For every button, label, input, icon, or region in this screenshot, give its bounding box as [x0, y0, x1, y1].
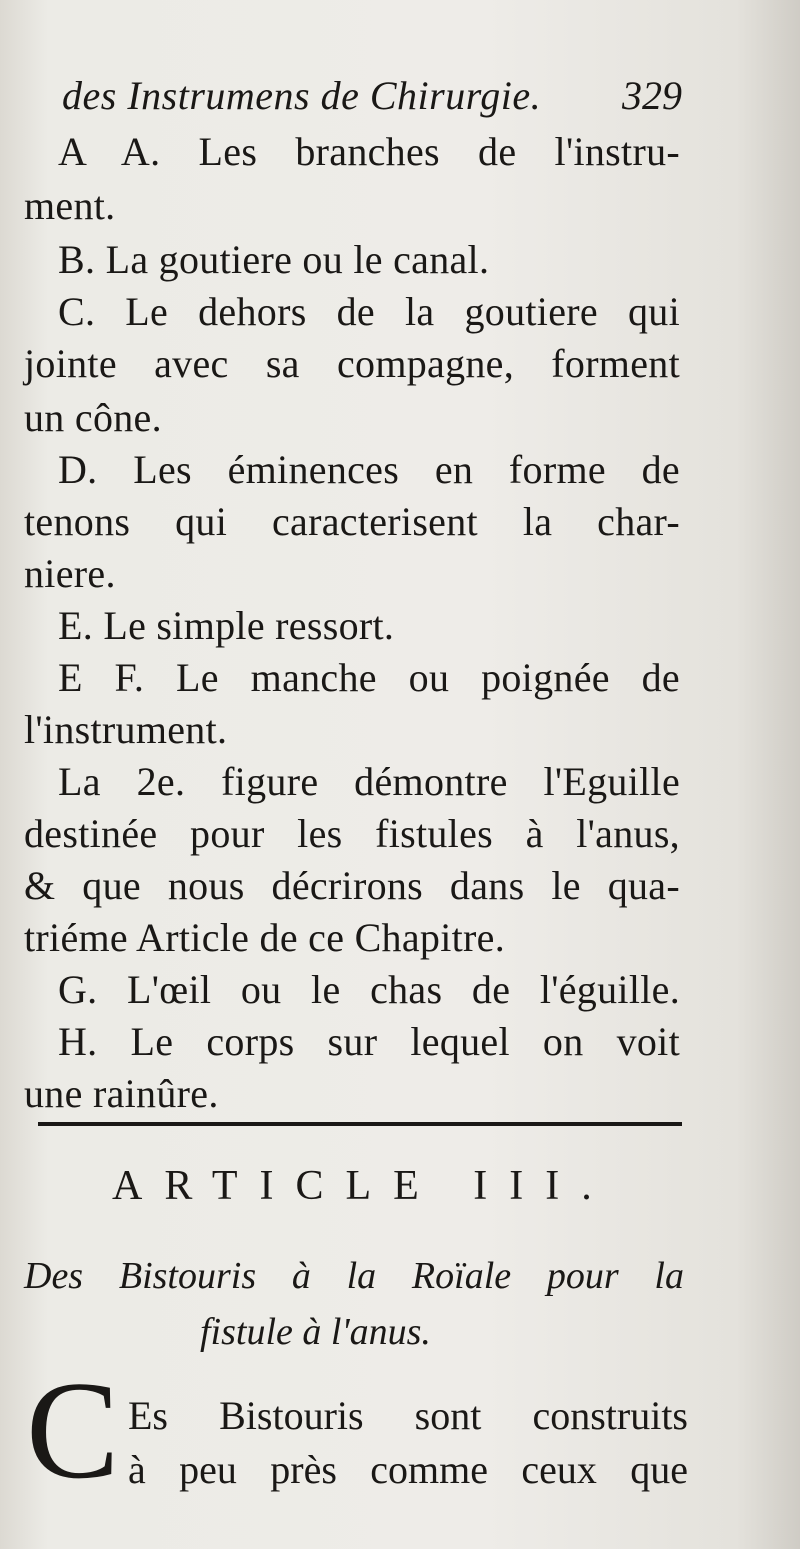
running-head: [62, 72, 682, 132]
legend-line: E. Le simple ressort.: [58, 603, 395, 648]
legend-line: jointe avec sa compagne, forment: [24, 341, 680, 386]
legend-line: La 2e. figure démontre l'Eguille: [58, 759, 680, 804]
legend-line: H. Le corps sur lequel on voit: [58, 1019, 680, 1064]
body-line: à peu près comme ceux que: [128, 1447, 688, 1492]
legend-line: destinée pour les fistules à l'anus,: [24, 811, 680, 856]
legend-line: l'instrument.: [24, 707, 228, 752]
legend-line: C. Le dehors de la goutiere qui: [58, 289, 680, 334]
drop-cap: C: [26, 1353, 120, 1508]
legend-line: triéme Article de ce Chapitre.: [24, 915, 506, 960]
body-line: Es Bistouris sont construits: [128, 1393, 688, 1438]
legend-line: A A. Les branches de l'instru-: [58, 129, 680, 174]
legend-line: ment.: [24, 183, 116, 228]
article-heading: ARTICLE III.: [112, 1163, 614, 1209]
legend-line: & que nous décrirons dans le qua-: [24, 863, 680, 908]
article-subtitle-line2: fistule à l'anus.: [200, 1311, 431, 1353]
article-subtitle-line1: Des Bistouris à la Roïale pour la: [24, 1255, 684, 1297]
running-title: des Instrumens de Chirurgie.: [62, 73, 542, 118]
legend-line: G. L'œil ou le chas de l'éguille.: [58, 967, 680, 1012]
legend-line: B. La goutiere ou le canal.: [58, 237, 490, 282]
legend-line: tenons qui caracterisent la char-: [24, 499, 680, 544]
legend-line: D. Les éminences en forme de: [58, 447, 680, 492]
legend-line: niere.: [24, 551, 116, 596]
legend-line: un cône.: [24, 395, 162, 440]
legend-line: E F. Le manche ou poignée de: [58, 655, 680, 700]
page-number: 329: [622, 73, 682, 118]
legend-line: une rainûre.: [24, 1071, 219, 1116]
section-rule: [38, 1122, 682, 1126]
